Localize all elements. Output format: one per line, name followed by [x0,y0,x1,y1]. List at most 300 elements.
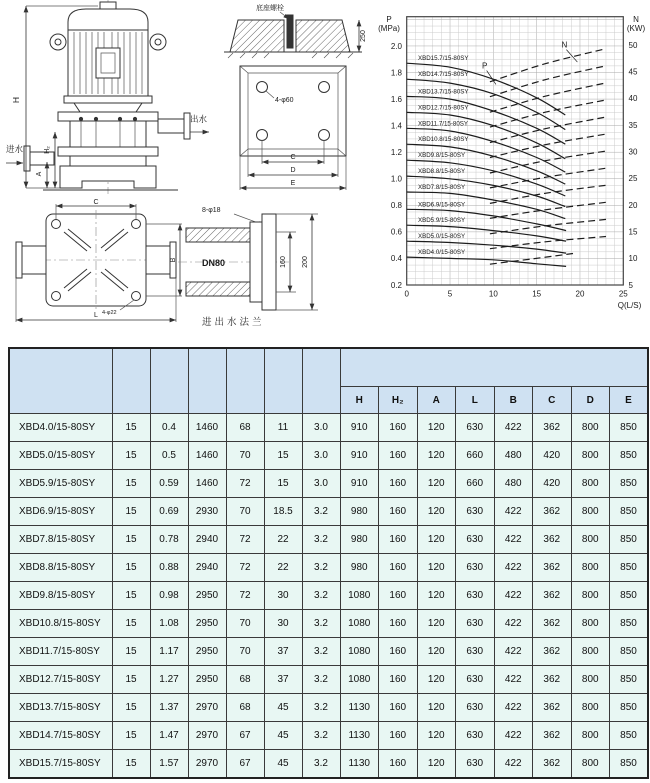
value-cell: 422 [494,414,533,442]
value-cell: 120 [417,582,456,610]
value-cell: 2940 [188,554,226,582]
value-cell: 422 [494,582,533,610]
value-cell: 630 [456,666,495,694]
value-cell: 362 [533,666,572,694]
value-cell: 45 [264,750,302,779]
value-cell: 120 [417,610,456,638]
value-cell: 420 [533,470,572,498]
value-cell: 3.2 [302,526,340,554]
value-cell: 2950 [188,582,226,610]
value-cell: 0.5 [150,442,188,470]
value-cell: 3.0 [302,470,340,498]
curve-label: XBD10.8/15-80SY [417,136,469,144]
value-cell: 362 [533,694,572,722]
y-left-tick: 0.2 [390,280,402,290]
value-cell: 630 [456,498,495,526]
model-cell: XBD12.7/15-80SY [9,666,112,694]
value-cell: 980 [340,498,379,526]
value-cell: 15 [112,470,150,498]
value-cell: 1.17 [150,638,188,666]
value-cell: 630 [456,610,495,638]
x-tick: 20 [575,289,585,299]
value-cell: 68 [226,414,264,442]
pump-top-flange [58,112,158,121]
value-cell: 37 [264,638,302,666]
value-cell: 2940 [188,526,226,554]
foundation-block-left [230,20,284,52]
value-cell: 120 [417,722,456,750]
value-cell: 630 [456,526,495,554]
value-cell: 2970 [188,750,226,779]
value-cell: 1460 [188,442,226,470]
table-row [9,750,648,779]
value-cell: 45 [264,722,302,750]
value-cell: 160 [379,526,418,554]
model-cell: XBD9.8/15-80SY [9,582,112,610]
table-row [9,526,648,554]
value-cell: 362 [533,750,572,779]
y-right-tick: 30 [628,147,638,157]
model-cell: XBD5.0/15-80SY [9,442,112,470]
svg-text:(MPa): (MPa) [378,24,400,33]
curve-label: XBD15.7/15-80SY [417,55,469,63]
value-cell: 15 [264,442,302,470]
pipe-wall-top [186,228,250,242]
value-cell: 160 [379,582,418,610]
x-tick: 5 [447,289,453,299]
value-cell: 422 [494,694,533,722]
curve-label: XBD7.8/15-80SY [417,184,466,192]
value-cell: 980 [340,554,379,582]
value-cell: 1130 [340,722,379,750]
value-cell: 800 [571,414,610,442]
value-cell: 30 [264,610,302,638]
value-cell: 420 [533,442,572,470]
value-cell: 850 [610,470,649,498]
value-cell: 120 [417,470,456,498]
value-cell: 630 [456,694,495,722]
value-cell: 22 [264,554,302,582]
table-row [9,414,648,442]
x-tick: 10 [488,289,498,299]
header-cell-dim: B [494,387,533,414]
header-cell-dim: C [533,387,572,414]
motor-dome [68,9,148,30]
flange-dim-160-label: 160 [280,256,287,268]
y-left-tick: 1.2 [390,148,402,157]
y-right-tick: 5 [628,280,633,290]
value-cell: 160 [379,498,418,526]
value-cell: 362 [533,498,572,526]
value-cell: 1130 [340,694,379,722]
y-right-tick: 10 [628,254,638,264]
value-cell: 422 [494,610,533,638]
pipe-wall-bottom [186,282,250,296]
value-cell: 1080 [340,666,379,694]
value-cell: 850 [610,582,649,610]
foundation-drawing [228,2,368,194]
value-cell: 2950 [188,666,226,694]
header-cell-blank [264,348,302,414]
value-cell: 15 [112,610,150,638]
table-row [9,638,648,666]
y-left-tick: 0.6 [390,227,402,237]
flange-plate [262,214,276,310]
value-cell: 15 [112,582,150,610]
value-cell: 15 [112,750,150,779]
pump-bottom-flange [58,147,158,156]
value-cell: 15 [112,722,150,750]
x-tick: 15 [532,289,542,299]
header-cell-dim: H₂ [379,387,418,414]
y-right-tick: 50 [628,40,638,50]
value-cell: 422 [494,666,533,694]
y-left-tick: 1.4 [390,121,402,131]
header-cell-blank [188,348,226,414]
value-cell: 45 [264,694,302,722]
foundation-dim-d-label: D [290,167,296,174]
value-cell: 72 [226,554,264,582]
value-cell: 980 [340,526,379,554]
value-cell: 160 [379,666,418,694]
value-cell: 18.5 [264,498,302,526]
header-cell-blank [226,348,264,414]
value-cell: 68 [226,694,264,722]
value-cell: 68 [226,666,264,694]
dim-h-label: H [11,96,21,104]
value-cell: 1130 [340,750,379,779]
foundation-depth-label: 250 [360,30,367,42]
value-cell: 70 [226,638,264,666]
value-cell: 120 [417,750,456,779]
flange-caption: 进出水法兰 [202,317,265,328]
anchor-bolt [287,15,293,48]
value-cell: 422 [494,722,533,750]
value-cell: 3.2 [302,666,340,694]
pump-front-view-drawing [3,0,215,198]
model-cell: XBD14.7/15-80SY [9,722,112,750]
value-cell: 910 [340,470,379,498]
model-cell: XBD4.0/15-80SY [9,414,112,442]
header-cell-blank [150,348,188,414]
plan-dim-c-label: C [93,199,99,206]
header-cell-dim: L [456,387,495,414]
power-curve [490,254,573,265]
value-cell: 1.27 [150,666,188,694]
curve-label: XBD9.8/15-80SY [417,152,466,160]
performance-chart [375,0,650,315]
value-cell: 850 [610,750,649,779]
value-cell: 2930 [188,498,226,526]
value-cell: 160 [379,722,418,750]
base-skirt [60,166,156,188]
value-cell: 630 [456,750,495,779]
value-cell: 1.47 [150,722,188,750]
value-cell: 1080 [340,610,379,638]
table-row [9,554,648,582]
value-cell: 630 [456,722,495,750]
y-left-title: P [386,15,392,24]
model-cell: XBD13.7/15-80SY [9,694,112,722]
value-cell: 800 [571,442,610,470]
table-header-row-1 [9,348,648,387]
value-cell: 160 [379,638,418,666]
value-cell: 70 [226,610,264,638]
value-cell: 3.2 [302,722,340,750]
y-left-tick: 0.4 [390,254,402,264]
value-cell: 800 [571,610,610,638]
value-cell: 422 [494,638,533,666]
curve-label: XBD13.7/15-80SY [417,88,469,96]
value-cell: 120 [417,554,456,582]
flange-holes-label: 8-φ18 [202,207,221,214]
plan-dim-b-label: B [170,257,177,263]
bore-label: DN80 [202,258,226,268]
dim-a-label: A [36,171,43,177]
value-cell: 910 [340,414,379,442]
curve-label: XBD4.0/15-80SY [417,249,466,257]
y-left-tick: 1.6 [390,94,402,104]
value-cell: 3.2 [302,610,340,638]
inlet-label: 进水 [6,144,24,154]
value-cell: 2950 [188,610,226,638]
value-cell: 160 [379,750,418,779]
value-cell: 70 [226,442,264,470]
value-cell: 630 [456,582,495,610]
value-cell: 362 [533,638,572,666]
value-cell: 3.2 [302,498,340,526]
value-cell: 15 [112,526,150,554]
spec-table [8,347,649,779]
value-cell: 160 [379,554,418,582]
value-cell: 2970 [188,722,226,750]
value-cell: 1460 [188,470,226,498]
value-cell: 800 [571,554,610,582]
value-cell: 70 [226,498,264,526]
svg-text:(KW): (KW) [626,24,646,33]
value-cell: 120 [417,414,456,442]
header-cell-blank [302,348,340,414]
foundation-dim-c-label: C [290,154,296,161]
value-cell: 3.2 [302,694,340,722]
value-cell: 0.4 [150,414,188,442]
table-row [9,610,648,638]
value-cell: 120 [417,694,456,722]
value-cell: 15 [112,666,150,694]
value-cell: 800 [571,750,610,779]
terminal-box [96,48,120,78]
model-cell: XBD10.8/15-80SY [9,610,112,638]
value-cell: 422 [494,526,533,554]
table-row [9,694,648,722]
table-row [9,442,648,470]
table-row [9,470,648,498]
model-cell: XBD11.7/15-80SY [9,638,112,666]
value-cell: 120 [417,526,456,554]
inlet-flange [24,146,30,171]
left-pipe-stub [22,246,46,274]
value-cell: 3.2 [302,554,340,582]
value-cell: 850 [610,694,649,722]
curve-label: XBD11.7/15-80SY [417,120,469,128]
y-right-tick: 35 [628,120,638,130]
flange-dim-200-label: 200 [302,256,309,268]
table-row [9,498,648,526]
value-cell: 160 [379,610,418,638]
x-tick: 0 [404,289,409,299]
value-cell: 800 [571,666,610,694]
value-cell: 362 [533,722,572,750]
ground-hatch [228,53,353,58]
table-row [9,582,648,610]
value-cell: 120 [417,638,456,666]
value-cell: 422 [494,554,533,582]
value-cell: 22 [264,526,302,554]
value-cell: 1080 [340,582,379,610]
value-cell: 850 [610,666,649,694]
curve-label: XBD6.9/15-80SY [417,201,466,209]
motor-flange [64,96,152,103]
value-cell: 11 [264,414,302,442]
value-cell: 850 [610,498,649,526]
foundation-holes-label: 4-φ60 [275,97,294,104]
value-cell: 2950 [188,638,226,666]
value-cell: 800 [571,694,610,722]
curve-label: XBD5.9/15-80SY [417,217,466,225]
pressure-annotation: P [482,61,488,71]
value-cell: 120 [417,442,456,470]
value-cell: 72 [226,582,264,610]
value-cell: 72 [226,470,264,498]
value-cell: 362 [533,582,572,610]
value-cell: 15 [112,638,150,666]
value-cell: 160 [379,414,418,442]
y-left-tick: 2.0 [390,41,402,51]
flange-neck [250,222,262,302]
value-cell: 120 [417,498,456,526]
value-cell: 422 [494,498,533,526]
model-cell: XBD6.9/15-80SY [9,498,112,526]
value-cell: 3.0 [302,414,340,442]
value-cell: 800 [571,470,610,498]
value-cell: 1080 [340,638,379,666]
model-cell: XBD7.8/15-80SY [9,526,112,554]
y-right-tick: 20 [628,200,638,210]
header-dimensions-group [340,348,648,387]
y-right-tick: 45 [628,67,638,77]
value-cell: 630 [456,414,495,442]
value-cell: 3.2 [302,750,340,779]
power-annotation: N [561,40,568,50]
x-tick: 25 [618,289,628,299]
pump-plan-view-drawing [8,196,186,328]
header-cell-dim: D [571,387,610,414]
value-cell: 850 [610,526,649,554]
dim-h2-label: H₂ [44,146,51,154]
flange-drawing [178,196,355,330]
value-cell: 2970 [188,694,226,722]
header-cell-blank [112,348,150,414]
value-cell: 120 [417,666,456,694]
pump-lower-body [70,156,146,166]
value-cell: 850 [610,610,649,638]
value-cell: 660 [456,470,495,498]
value-cell: 1.37 [150,694,188,722]
left-flange [16,242,22,278]
foundation-bolt-label: 底座螺栓 [256,5,284,12]
value-cell: 910 [340,442,379,470]
y-right-tick: 15 [628,227,638,237]
lifting-lug-left [50,34,66,50]
value-cell: 0.88 [150,554,188,582]
curve-label: XBD12.7/15-80SY [417,104,469,112]
value-cell: 72 [226,526,264,554]
curve-label: XBD5.0/15-80SY [417,233,466,241]
value-cell: 800 [571,722,610,750]
value-cell: 422 [494,750,533,779]
base-plate-outline [240,66,346,156]
value-cell: 3.2 [302,582,340,610]
value-cell: 660 [456,442,495,470]
table-row [9,666,648,694]
value-cell: 3.0 [302,442,340,470]
value-cell: 15 [112,498,150,526]
value-cell: 1.08 [150,610,188,638]
y-right-tick: 40 [628,94,638,104]
plan-dim-l-label: L [94,312,98,319]
value-cell: 0.78 [150,526,188,554]
value-cell: 1460 [188,414,226,442]
value-cell: 800 [571,526,610,554]
value-cell: 850 [610,638,649,666]
header-cell-blank [9,348,112,414]
outlet-label: 出水 [190,114,208,124]
value-cell: 0.59 [150,470,188,498]
value-cell: 362 [533,610,572,638]
y-right-tick: 25 [628,174,638,184]
value-cell: 850 [610,554,649,582]
value-cell: 850 [610,414,649,442]
right-pipe-stub [146,246,170,274]
value-cell: 480 [494,470,533,498]
model-cell: XBD15.7/15-80SY [9,750,112,779]
value-cell: 37 [264,666,302,694]
header-cell-dim: E [610,387,649,414]
value-cell: 15 [264,470,302,498]
value-cell: 800 [571,498,610,526]
value-cell: 67 [226,722,264,750]
plan-holes-label: 4-φ22 [102,310,117,316]
y-left-tick: 1.0 [390,174,402,184]
value-cell: 362 [533,414,572,442]
value-cell: 800 [571,582,610,610]
value-cell: 15 [112,414,150,442]
value-cell: 480 [494,442,533,470]
lantern-bracket [74,103,142,112]
y-left-tick: 1.8 [390,68,402,78]
outlet-pipe [158,119,184,133]
table-row [9,722,648,750]
value-cell: 160 [379,470,418,498]
value-cell: 15 [112,442,150,470]
header-cell-dim: A [417,387,456,414]
value-cell: 15 [112,554,150,582]
model-cell: XBD8.8/15-80SY [9,554,112,582]
curve-label: XBD14.7/15-80SY [417,71,469,79]
motor-top-cap [100,2,116,9]
value-cell: 30 [264,582,302,610]
value-cell: 160 [379,442,418,470]
